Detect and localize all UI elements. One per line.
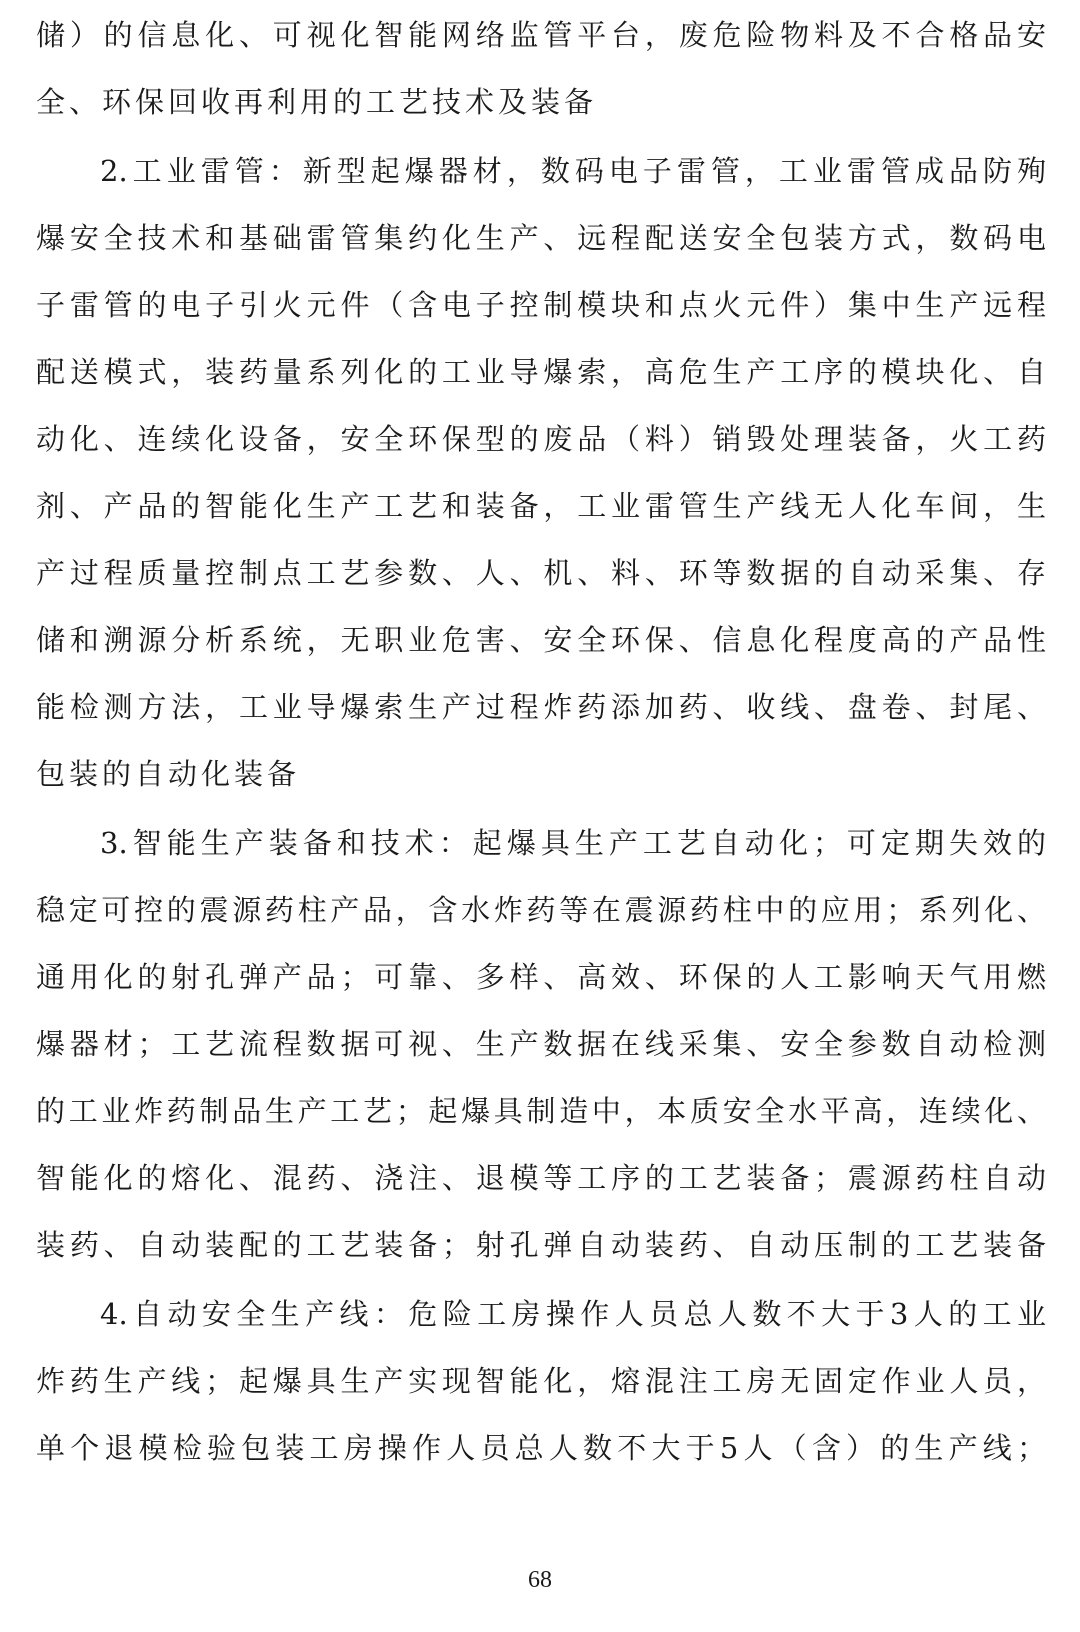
- text-line: 能检测方法，工业导爆索生产过程炸药添加药、收线、盘卷、封尾、: [36, 690, 1046, 724]
- text-line: 剂、产品的智能化生产工艺和装备，工业雷管生产线无人化车间，生: [36, 489, 1046, 523]
- text-line: 储和溯源分析系统，无职业危害、安全环保、信息化程度高的产品性: [36, 623, 1046, 657]
- text-line: 的工业炸药制品生产工艺；起爆具制造中，本质安全水平高，连续化、: [36, 1094, 1046, 1128]
- text-line: 配送模式，装药量系列化的工业导爆索，高危生产工序的模块化、自: [36, 355, 1046, 389]
- text-line: 动化、连续化设备，安全环保型的废品（料）销毁处理装备，火工药: [36, 422, 1046, 456]
- text-line: 智能化的熔化、混药、浇注、退模等工序的工艺装备；震源药柱自动: [36, 1161, 1046, 1195]
- page-number: 68: [528, 1567, 552, 1593]
- paragraph-start-line: 4.自动安全生产线：危险工房操作人员总人数不大于3人的工业: [100, 1297, 1046, 1331]
- paragraph-start-line: 3.智能生产装备和技术：起爆具生产工艺自动化；可定期失效的: [100, 826, 1046, 860]
- text-line: 子雷管的电子引火元件（含电子控制模块和点火元件）集中生产远程: [36, 288, 1046, 322]
- text-line: 全、环保回收再利用的工艺技术及装备: [36, 85, 598, 119]
- text-line: 装药、自动装配的工艺装备；射孔弹自动装药、自动压制的工艺装备: [36, 1228, 1046, 1262]
- paragraph-start-line: 2.工业雷管：新型起爆器材，数码电子雷管，工业雷管成品防殉: [100, 154, 1046, 188]
- text-line: 单个退模检验包装工房操作人员总人数不大于5人（含）的生产线；: [36, 1431, 1046, 1465]
- text-line: 爆器材；工艺流程数据可视、生产数据在线采集、安全参数自动检测: [36, 1027, 1046, 1061]
- text-line: 爆安全技术和基础雷管集约化生产、远程配送安全包装方式，数码电: [36, 221, 1046, 255]
- text-line: 储）的信息化、可视化智能网络监管平台，废危险物料及不合格品安: [36, 18, 1046, 52]
- text-line: 炸药生产线；起爆具生产实现智能化，熔混注工房无固定作业人员，: [36, 1364, 1046, 1398]
- text-line: 通用化的射孔弹产品；可靠、多样、高效、环保的人工影响天气用燃: [36, 960, 1046, 994]
- text-line: 稳定可控的震源药柱产品，含水炸药等在震源药柱中的应用；系列化、: [36, 893, 1046, 927]
- text-line: 产过程质量控制点工艺参数、人、机、料、环等数据的自动采集、存: [36, 556, 1046, 590]
- text-line: 包装的自动化装备: [36, 757, 301, 791]
